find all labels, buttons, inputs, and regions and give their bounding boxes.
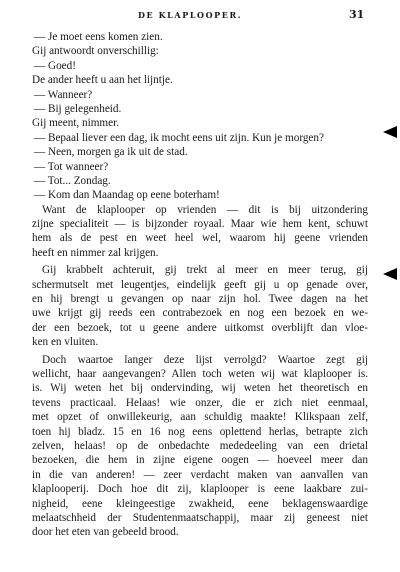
text-line: — Bij gelegenheid.	[34, 102, 122, 115]
text-line: hem als de pest en weet heel wel, waarom hij geene vrienden	[32, 232, 368, 245]
text-line: met opzet of onwillekeurig, aan schuldig maakte! Klikspaan zelf,	[32, 411, 368, 424]
running-head: DE KLAPLOOPER.	[138, 10, 243, 20]
body-text	[32, 30, 368, 540]
text-line: zijne specialiteit — is bijzonder royaal. Maar wie hem kent, schuwt	[32, 218, 368, 231]
text-line: is. Wij weten het bij ondervinding, wij weten het theoretisch en	[32, 382, 368, 395]
text-line: nigheid, eene kleingeestige zwakheid, eene beklagenswaardige	[32, 497, 368, 510]
page-header	[0, 8, 400, 24]
text-line: schermutselt met leugentjes, eindelijk geeft gij u op genade over,	[32, 278, 368, 291]
text-line: melaatschheid der Studentenmaatschappij, maar zij geneest niet	[32, 511, 368, 524]
text-line: zelven, helaas! op de onbedachte mededeeling van een drietal	[32, 439, 368, 452]
text-line: tevens practicaal. Helaas! wie onzer, die er zich niet eenmaal,	[32, 396, 368, 409]
text-line: — Bepaal liever een dag, ik mocht eens uit zijn. Kun je morgen?	[34, 131, 324, 144]
text-line: — Wanneer?	[34, 88, 93, 101]
text-line: heeft en nimmer zal krijgen.	[32, 246, 159, 259]
text-line: Doch waartoe langer deze lijst verrolgd? Waartoe zegt gij	[42, 353, 368, 366]
page-number: 31	[349, 8, 365, 21]
text-line: Gij antwoordt onverschillig:	[32, 45, 159, 58]
text-line: — Neen, morgen ga ik uit de stad.	[34, 146, 188, 159]
text-line: in die van anderen! — zeer verdacht maken van aanvallen van	[32, 468, 368, 481]
text-line: toen hij bladz. 15 en 16 nog eens oplettend herlas, betrapte zich	[32, 425, 368, 438]
text-line: der een bezoek, tot u geene andere uitkomst overblijft dan vloe-	[32, 321, 368, 334]
text-line: en hij brengt u gevangen op naar zijn hol. Twee dagen na het	[32, 293, 368, 306]
text-line: bezoeken, die hem in zijne eigene oogen — hoeveel meer dan	[32, 454, 368, 467]
text-line: door het eten van gebeeld brood.	[32, 526, 179, 539]
margin-arrow-icon	[383, 268, 397, 280]
text-line: Gij meent, nimmer.	[32, 117, 119, 130]
text-line: klaplooperij. Doch hoe dit zij, klaplooper is eene laakbare zui-	[32, 483, 368, 496]
text-line: — Tot... Zondag.	[34, 174, 111, 187]
text-line: — Tot wanneer?	[34, 160, 109, 173]
text-line: ken en vluiten.	[32, 336, 99, 349]
text-line: wellicht, haar aangevangen? Allen toch weten wij wat klaplooper is.	[32, 367, 368, 380]
text-line: — Kom dan Maandag op eene boterham!	[34, 189, 220, 202]
margin-arrow-icon	[383, 126, 397, 138]
text-line: Want de klaplooper op vrienden — dit is bij uitzondering	[42, 203, 368, 216]
text-line: — Je moet eens komen zien.	[34, 31, 163, 43]
text-line: — Goed!	[34, 59, 76, 72]
text-line: De ander heeft u aan het lijntje.	[32, 74, 173, 87]
text-line: Gij krabbelt achteruit, gij trekt al meer en meer terug, gij	[42, 264, 368, 277]
text-line: uwe krijgt gij reeds een contrabezoek en nog een bezoek en we-	[32, 307, 368, 320]
